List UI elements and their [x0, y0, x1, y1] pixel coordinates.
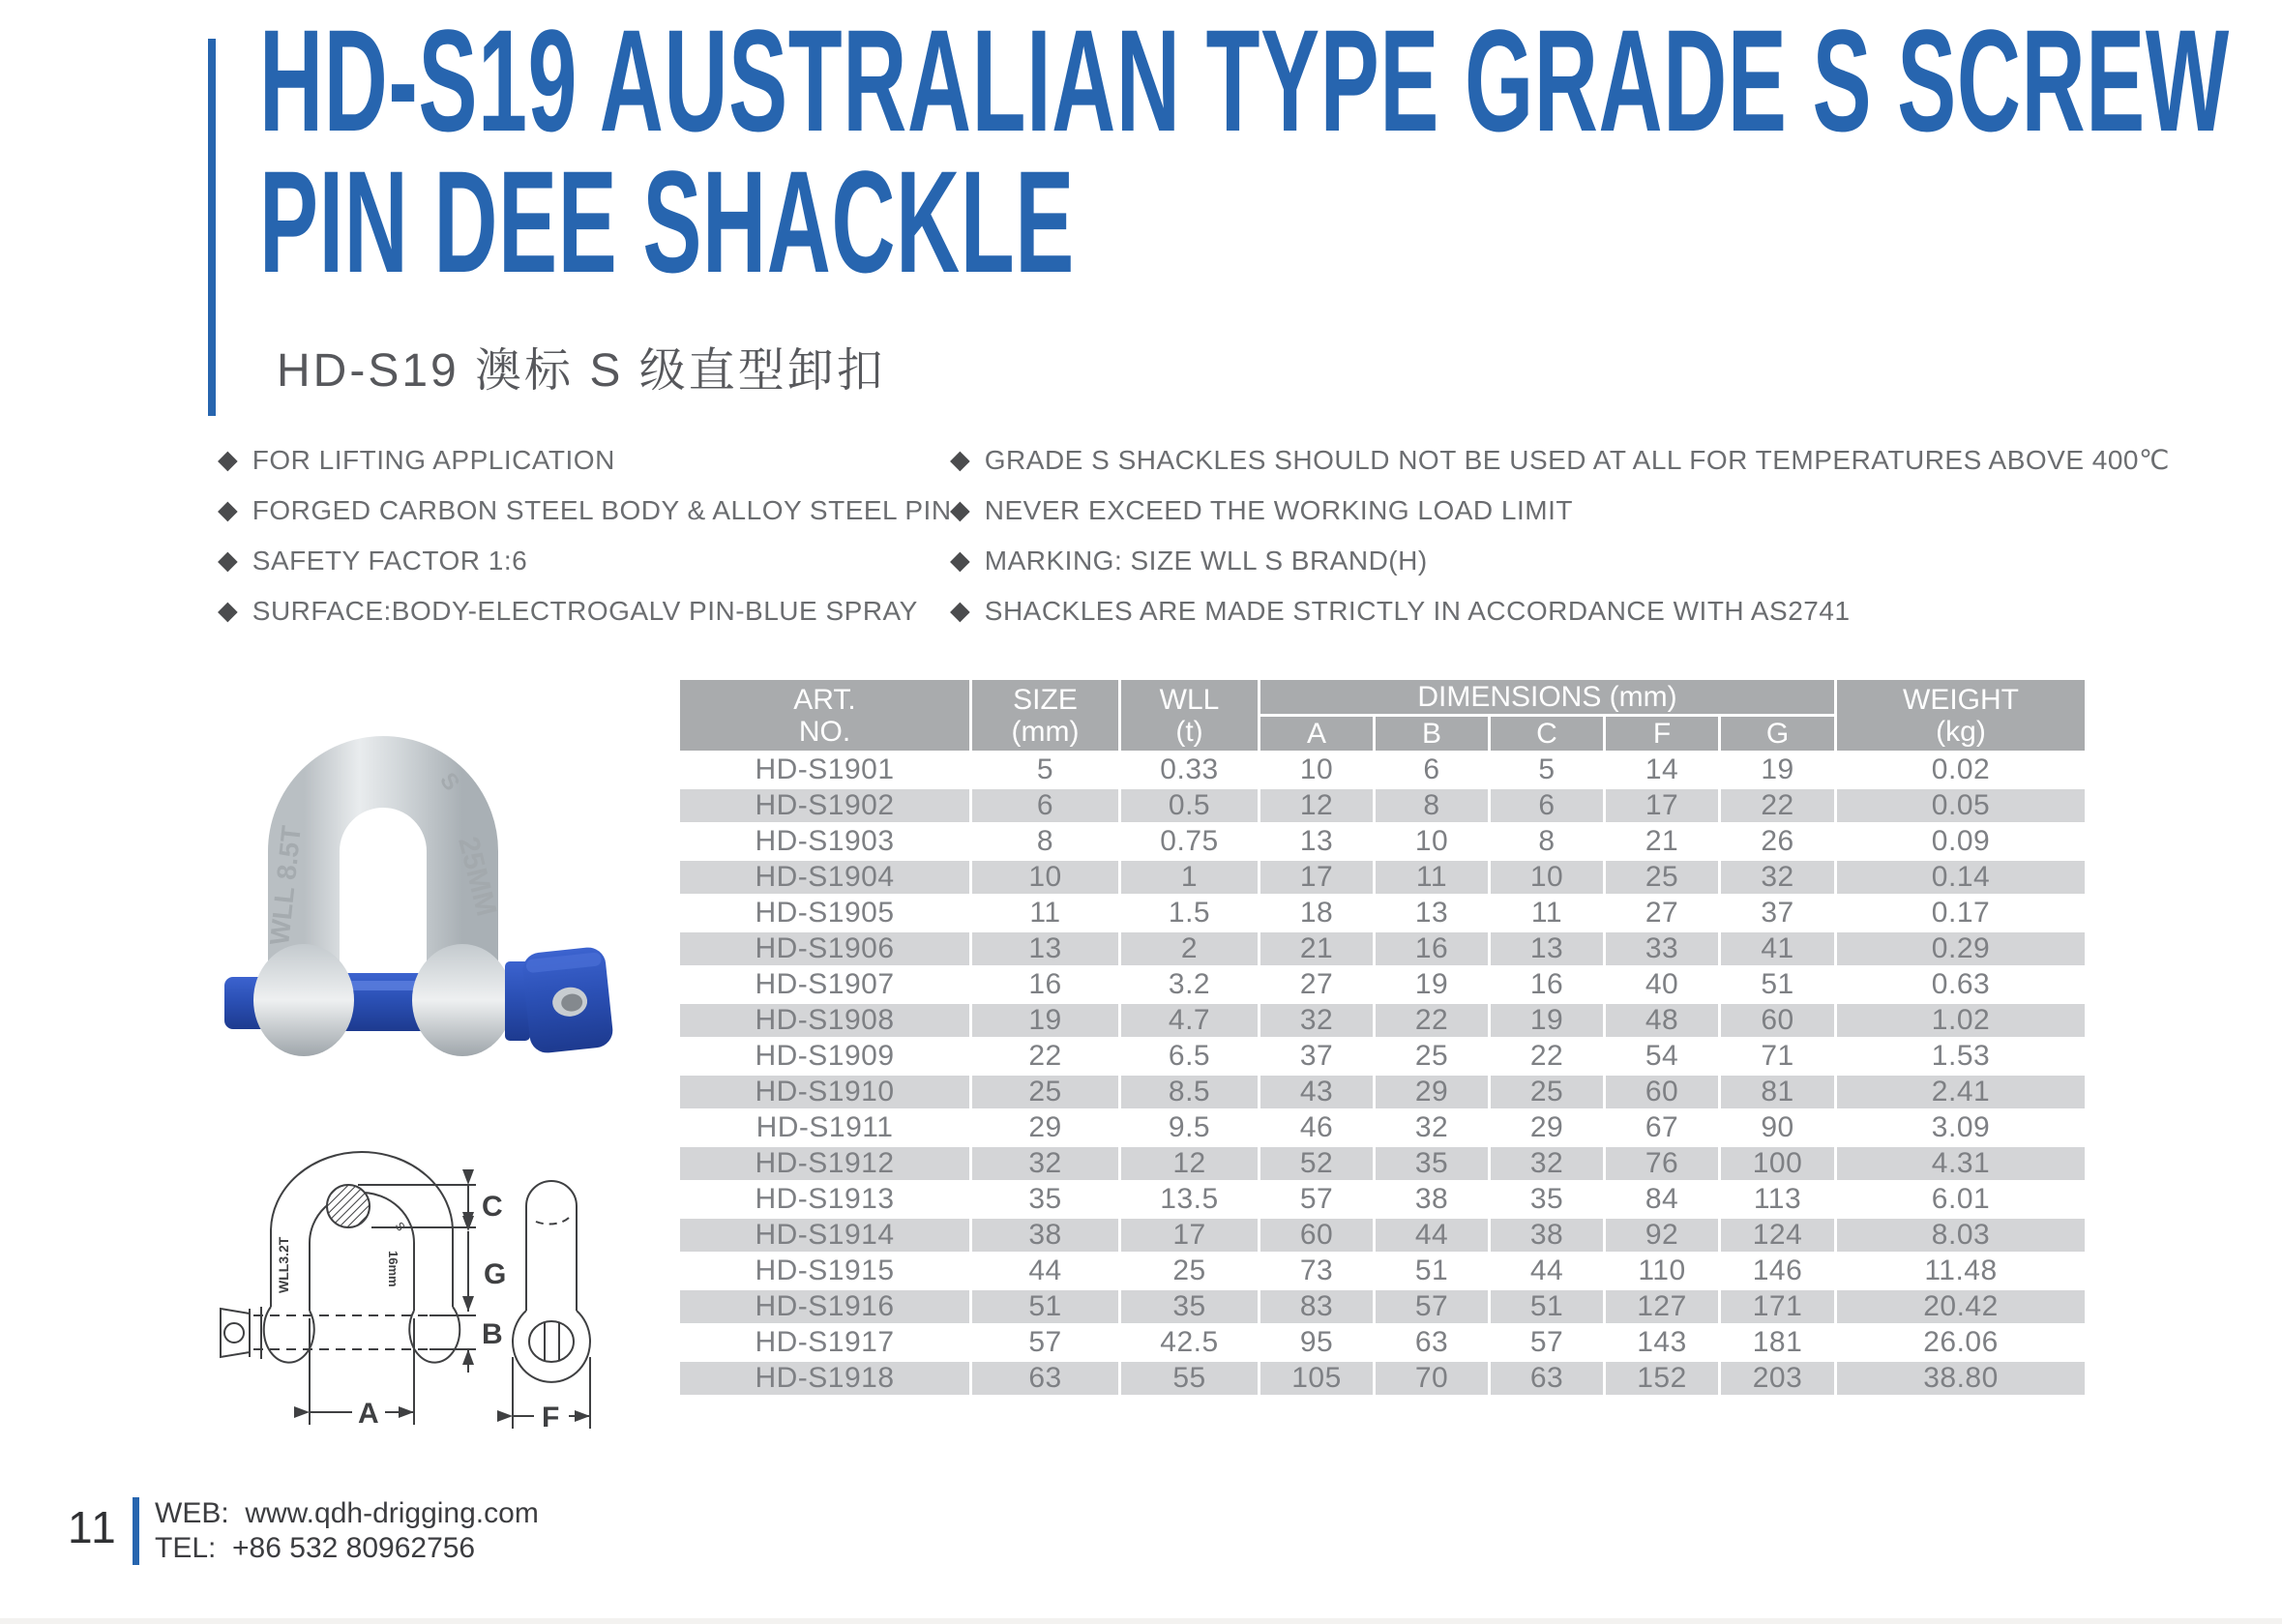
table-cell: 16: [1375, 931, 1490, 967]
table-cell: HD-S1905: [679, 896, 971, 931]
table-cell: 46: [1260, 1110, 1375, 1146]
table-cell: 3.09: [1836, 1110, 2087, 1146]
table-cell: 76: [1605, 1146, 1720, 1182]
table-cell: HD-S1917: [679, 1325, 971, 1361]
col-header-dim-f: F: [1605, 716, 1720, 753]
table-cell: 5: [1490, 753, 1605, 788]
table-cell: 8.03: [1836, 1218, 2087, 1254]
table-row: [679, 967, 2087, 1003]
table-cell: 13: [1260, 824, 1375, 860]
table-cell: 44: [971, 1254, 1120, 1289]
table-cell: 143: [1605, 1325, 1720, 1361]
table-cell: 17: [1605, 788, 1720, 824]
table-cell: 1.53: [1836, 1039, 2087, 1075]
table-cell: 35: [971, 1182, 1120, 1218]
feature-text: GRADE S SHACKLES SHOULD NOT BE USED AT ALL FOR TEMPERATURES ABOVE 400℃: [984, 445, 2170, 475]
table-row: [679, 1039, 2087, 1075]
table-cell: 0.17: [1836, 896, 2087, 931]
table-cell: 16: [971, 967, 1120, 1003]
col-header-line: SIZE: [1013, 683, 1078, 716]
table-cell: 22: [1375, 1003, 1490, 1039]
pin-head: [521, 946, 614, 1054]
table-row: [679, 1003, 2087, 1039]
table-cell: 5: [971, 753, 1120, 788]
table-cell: 33: [1605, 931, 1720, 967]
feature-item: [218, 596, 934, 626]
table-cell: 81: [1720, 1075, 1836, 1110]
table-cell: 17: [1120, 1218, 1260, 1254]
table-cell: HD-S1912: [679, 1146, 971, 1182]
table-cell: 35: [1490, 1182, 1605, 1218]
table-cell: 32: [1490, 1146, 1605, 1182]
diamond-bullet-icon: ◆: [218, 546, 238, 575]
table-row: [679, 1075, 2087, 1110]
table-cell: 113: [1720, 1182, 1836, 1218]
table-row: [679, 1325, 2087, 1361]
tel-label: TEL:: [155, 1532, 217, 1564]
dim-label-f: F: [542, 1402, 560, 1433]
table-cell: 8: [971, 824, 1120, 860]
spec-table-body: [679, 753, 2087, 1397]
table-cell: 20.42: [1836, 1289, 2087, 1325]
marking-size-text: 25MM: [452, 833, 503, 920]
feature-item: [218, 546, 934, 576]
table-cell: 12: [1260, 788, 1375, 824]
table-cell: 10: [1490, 860, 1605, 896]
table-cell: 26.06: [1836, 1325, 2087, 1361]
table-cell: 11: [1490, 896, 1605, 931]
footer-web-line: [155, 1496, 539, 1531]
marking-s-text: S: [434, 767, 465, 796]
table-cell: HD-S1914: [679, 1218, 971, 1254]
table-cell: 90: [1720, 1110, 1836, 1146]
table-cell: 27: [1260, 967, 1375, 1003]
table-cell: HD-S1907: [679, 967, 971, 1003]
drawing-marking-s: S: [392, 1219, 408, 1234]
page-bottom-strip: [0, 1618, 2282, 1624]
col-header-dim-g: G: [1720, 716, 1836, 753]
page-title-line2: PIN DEE SHACKLE: [259, 140, 1075, 303]
table-cell: 11: [971, 896, 1120, 931]
table-cell: 32: [971, 1146, 1120, 1182]
table-cell: HD-S1911: [679, 1110, 971, 1146]
table-row: [679, 824, 2087, 860]
table-cell: 2.41: [1836, 1075, 2087, 1110]
page-title-line1: HD-S19 AUSTRALIAN TYPE GRADE S SCREW: [259, 0, 2230, 162]
table-row: [679, 896, 2087, 931]
feature-text: FOR LIFTING APPLICATION: [252, 445, 615, 475]
table-cell: HD-S1903: [679, 824, 971, 860]
table-cell: 25: [1490, 1075, 1605, 1110]
table-cell: 181: [1720, 1325, 1836, 1361]
feature-text: SHACKLES ARE MADE STRICTLY IN ACCORDANCE WITH AS2741: [984, 596, 1851, 626]
tel-number: +86 532 80962756: [232, 1532, 476, 1564]
table-cell: 21: [1605, 824, 1720, 860]
table-cell: 171: [1720, 1289, 1836, 1325]
col-header-dimensions: DIMENSIONS (mm): [1260, 679, 1836, 716]
table-cell: 38.80: [1836, 1361, 2087, 1397]
table-cell: 1: [1120, 860, 1260, 896]
table-cell: 6.01: [1836, 1182, 2087, 1218]
table-cell: 0.14: [1836, 860, 2087, 896]
diamond-bullet-icon: ◆: [950, 495, 970, 524]
table-cell: 16: [1490, 967, 1605, 1003]
table-cell: 0.5: [1120, 788, 1260, 824]
diamond-bullet-icon: ◆: [950, 596, 970, 625]
col-header-line: WEIGHT: [1903, 683, 2019, 716]
table-cell: 18: [1260, 896, 1375, 931]
table-cell: 60: [1260, 1218, 1375, 1254]
table-cell: 71: [1720, 1039, 1836, 1075]
table-cell: 51: [971, 1289, 1120, 1325]
table-cell: 105: [1260, 1361, 1375, 1397]
col-header-line: (kg): [1936, 715, 1986, 748]
table-cell: 84: [1605, 1182, 1720, 1218]
table-row: [679, 1361, 2087, 1397]
feature-item: [950, 495, 2111, 525]
table-cell: 0.33: [1120, 753, 1260, 788]
table-cell: 124: [1720, 1218, 1836, 1254]
page-number: 11: [68, 1502, 118, 1552]
table-cell: 57: [1490, 1325, 1605, 1361]
table-cell: HD-S1902: [679, 788, 971, 824]
col-header-art-no: [679, 679, 971, 753]
diamond-bullet-icon: ◆: [950, 546, 970, 575]
dim-label-c: C: [482, 1191, 503, 1223]
table-cell: 37: [1720, 896, 1836, 931]
table-cell: HD-S1910: [679, 1075, 971, 1110]
table-cell: 92: [1605, 1218, 1720, 1254]
col-header-wll: [1120, 679, 1260, 753]
table-cell: 32: [1720, 860, 1836, 896]
footer-contact: [155, 1496, 539, 1566]
page-title: [259, 0, 2230, 303]
feature-list-left: [218, 445, 952, 646]
table-cell: 25: [1120, 1254, 1260, 1289]
table-cell: 100: [1720, 1146, 1836, 1182]
feature-text: SURFACE:BODY-ELECTROGALV PIN-BLUE SPRAY: [252, 596, 918, 626]
table-cell: 203: [1720, 1361, 1836, 1397]
table-row: [679, 860, 2087, 896]
table-row: [679, 931, 2087, 967]
table-cell: 110: [1605, 1254, 1720, 1289]
table-cell: 10: [1375, 824, 1490, 860]
table-cell: 41: [1720, 931, 1836, 967]
table-cell: 44: [1490, 1254, 1605, 1289]
shackle-eye-right: [412, 944, 513, 1056]
table-cell: 1.02: [1836, 1003, 2087, 1039]
table-cell: 3.2: [1120, 967, 1260, 1003]
footer-accent-bar: [133, 1497, 139, 1565]
table-cell: HD-S1913: [679, 1182, 971, 1218]
table-cell: 42.5: [1120, 1325, 1260, 1361]
diamond-bullet-icon: ◆: [218, 445, 238, 474]
table-cell: 57: [971, 1325, 1120, 1361]
table-cell: HD-S1909: [679, 1039, 971, 1075]
diamond-bullet-icon: ◆: [218, 596, 238, 625]
table-cell: 40: [1605, 967, 1720, 1003]
table-cell: 6: [971, 788, 1120, 824]
table-cell: HD-S1916: [679, 1289, 971, 1325]
table-cell: 32: [1375, 1110, 1490, 1146]
table-cell: 63: [971, 1361, 1120, 1397]
table-cell: 32: [1260, 1003, 1375, 1039]
table-cell: 29: [1490, 1110, 1605, 1146]
col-header-size: [971, 679, 1120, 753]
table-cell: 11.48: [1836, 1254, 2087, 1289]
table-cell: 6: [1375, 753, 1490, 788]
dim-label-b: B: [482, 1318, 503, 1350]
web-url: www.qdh-drigging.com: [245, 1497, 539, 1529]
table-cell: 6.5: [1120, 1039, 1260, 1075]
feature-text: NEVER EXCEED THE WORKING LOAD LIMIT: [984, 495, 1573, 525]
table-cell: 0.05: [1836, 788, 2087, 824]
table-cell: 11: [1375, 860, 1490, 896]
table-cell: 29: [971, 1110, 1120, 1146]
table-cell: HD-S1901: [679, 753, 971, 788]
spec-table: [677, 677, 2085, 1398]
table-cell: 0.75: [1120, 824, 1260, 860]
drawing-marking-wll: WLL3.2T: [276, 1236, 291, 1293]
table-cell: 38: [1490, 1218, 1605, 1254]
col-header-dim-a: A: [1260, 716, 1375, 753]
feature-item: [950, 546, 2111, 576]
table-row: [679, 1182, 2087, 1218]
table-cell: 63: [1490, 1361, 1605, 1397]
col-header-line: WLL: [1159, 683, 1220, 716]
table-cell: 51: [1720, 967, 1836, 1003]
feature-item: [950, 596, 2111, 626]
table-cell: 52: [1260, 1146, 1375, 1182]
table-cell: 8.5: [1120, 1075, 1260, 1110]
feature-item: [218, 495, 952, 525]
table-cell: 37: [1260, 1039, 1375, 1075]
table-cell: HD-S1906: [679, 931, 971, 967]
table-cell: 60: [1720, 1003, 1836, 1039]
table-cell: 57: [1375, 1289, 1490, 1325]
col-header-weight: [1836, 679, 2087, 753]
table-cell: 35: [1120, 1289, 1260, 1325]
table-cell: 22: [1720, 788, 1836, 824]
table-cell: 83: [1260, 1289, 1375, 1325]
col-header-line: (t): [1175, 715, 1203, 748]
table-cell: 13: [1490, 931, 1605, 967]
table-cell: 12: [1120, 1146, 1260, 1182]
diamond-bullet-icon: ◆: [218, 495, 238, 524]
table-cell: 21: [1260, 931, 1375, 967]
table-row: [679, 1218, 2087, 1254]
col-header-line: NO.: [798, 715, 851, 748]
table-cell: 1.5: [1120, 896, 1260, 931]
table-cell: 8: [1375, 788, 1490, 824]
product-photo-dee-shackle: [215, 665, 645, 1110]
feature-text: SAFETY FACTOR 1:6: [252, 546, 528, 576]
feature-list-right: [950, 445, 2170, 646]
table-cell: 51: [1375, 1254, 1490, 1289]
table-cell: 17: [1260, 860, 1375, 896]
table-cell: 146: [1720, 1254, 1836, 1289]
table-row: [679, 1110, 2087, 1146]
table-cell: 13: [971, 931, 1120, 967]
table-cell: 25: [1375, 1039, 1490, 1075]
feature-text: FORGED CARBON STEEL BODY & ALLOY STEEL PIN: [252, 495, 952, 525]
table-cell: 14: [1605, 753, 1720, 788]
table-row: [679, 1146, 2087, 1182]
table-cell: 8: [1490, 824, 1605, 860]
table-cell: 0.02: [1836, 753, 2087, 788]
table-cell: 25: [971, 1075, 1120, 1110]
table-cell: 27: [1605, 896, 1720, 931]
table-cell: 10: [1260, 753, 1375, 788]
drawing-marking-size: 16mm: [386, 1251, 400, 1287]
feature-item: [218, 445, 934, 475]
table-cell: 19: [971, 1003, 1120, 1039]
table-cell: 152: [1605, 1361, 1720, 1397]
table-cell: 43: [1260, 1075, 1375, 1110]
table-cell: 2: [1120, 931, 1260, 967]
col-header-line: ART.: [793, 683, 856, 716]
table-cell: HD-S1904: [679, 860, 971, 896]
table-cell: HD-S1915: [679, 1254, 971, 1289]
dim-label-g: G: [484, 1258, 507, 1290]
table-cell: 67: [1605, 1110, 1720, 1146]
table-cell: 29: [1375, 1075, 1490, 1110]
shackle-eye-left: [253, 944, 354, 1056]
table-cell: 19: [1720, 753, 1836, 788]
feature-item: [950, 445, 2170, 475]
table-cell: 38: [971, 1218, 1120, 1254]
col-header-dim-c: C: [1490, 716, 1605, 753]
table-cell: 4.7: [1120, 1003, 1260, 1039]
table-cell: 63: [1375, 1325, 1490, 1361]
table-cell: 51: [1490, 1289, 1605, 1325]
table-cell: 0.63: [1836, 967, 2087, 1003]
dimension-drawing: [186, 1117, 640, 1475]
table-cell: 0.29: [1836, 931, 2087, 967]
table-cell: 0.09: [1836, 824, 2087, 860]
table-cell: 60: [1605, 1075, 1720, 1110]
col-header-line: (mm): [1011, 715, 1080, 748]
table-cell: 22: [1490, 1039, 1605, 1075]
table-cell: 70: [1375, 1361, 1490, 1397]
dim-label-a: A: [358, 1398, 379, 1430]
web-label: WEB:: [155, 1497, 229, 1529]
marking-wll-text: WLL 8.5T: [264, 824, 307, 947]
col-header-dim-b: B: [1375, 716, 1490, 753]
table-cell: 73: [1260, 1254, 1375, 1289]
table-cell: 48: [1605, 1003, 1720, 1039]
title-accent-bar: [208, 39, 216, 416]
table-cell: HD-S1918: [679, 1361, 971, 1397]
table-cell: 19: [1375, 967, 1490, 1003]
table-cell: HD-S1908: [679, 1003, 971, 1039]
table-row: [679, 788, 2087, 824]
footer-tel-line: [155, 1531, 539, 1566]
table-row: [679, 1289, 2087, 1325]
table-cell: 55: [1120, 1361, 1260, 1397]
table-cell: 22: [971, 1039, 1120, 1075]
table-cell: 44: [1375, 1218, 1490, 1254]
table-cell: 9.5: [1120, 1110, 1260, 1146]
feature-text: MARKING: SIZE WLL S BRAND(H): [984, 546, 1428, 576]
table-row: [679, 753, 2087, 788]
table-cell: 127: [1605, 1289, 1720, 1325]
table-cell: 19: [1490, 1003, 1605, 1039]
table-cell: 35: [1375, 1146, 1490, 1182]
table-cell: 13.5: [1120, 1182, 1260, 1218]
table-cell: 38: [1375, 1182, 1490, 1218]
table-cell: 57: [1260, 1182, 1375, 1218]
page-subtitle: HD-S19 澳标 S 级直型卸扣: [277, 345, 886, 397]
table-cell: 25: [1605, 860, 1720, 896]
table-cell: 6: [1490, 788, 1605, 824]
table-cell: 13: [1375, 896, 1490, 931]
diamond-bullet-icon: ◆: [950, 445, 970, 474]
table-cell: 10: [971, 860, 1120, 896]
table-row: [679, 1254, 2087, 1289]
table-cell: 54: [1605, 1039, 1720, 1075]
table-cell: 95: [1260, 1325, 1375, 1361]
table-cell: 4.31: [1836, 1146, 2087, 1182]
table-cell: 26: [1720, 824, 1836, 860]
